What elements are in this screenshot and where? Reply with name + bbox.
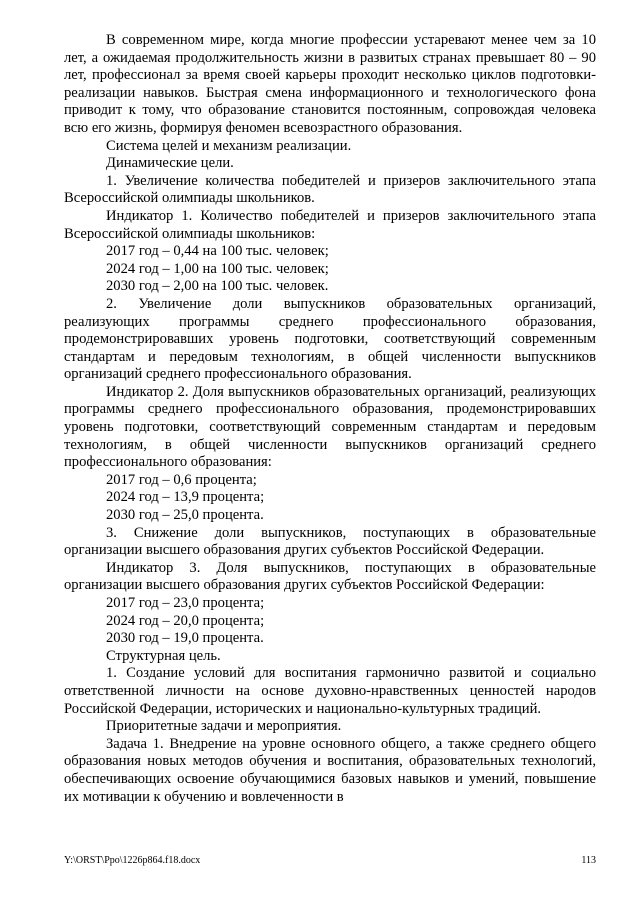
- paragraph: 2030 год – 25,0 процента.: [106, 507, 264, 524]
- paragraph: 2. Увеличение доли выпускников образовательных организаций, реализующих программы среднего профессионального образования, продемонстрировавших уровень подготовки, соответствующий современным стандартам и передовым технологиям, в общей численности выпускников организаций среднего профессионального образования.: [64, 295, 596, 383]
- paragraph: Индикатор 2. Доля выпускников образовательных организаций, реализующих программы среднего профессионального образования, продемонстрировавших уровень подготовки, соответствующий современным стандартам и передовым технологиям, в общей численности выпускников организаций среднего профессионального образования:: [64, 383, 596, 471]
- footer-file-path: Y:\ORST\Ppo\1226p864.f18.docx: [64, 855, 201, 866]
- paragraph: 1. Увеличение количества победителей и призеров заключительного этапа Всероссийской олимпиады школьников.: [64, 172, 596, 207]
- paragraph: 2017 год – 23,0 процента;: [106, 595, 265, 611]
- paragraph: 2024 год – 20,0 процента;: [106, 612, 265, 629]
- paragraph: В современном мире, когда многие профессии устаревают менее чем за 10 лет, а ожидаемая продолжительность жизни в развитых странах превышает 80 – 90 лет, профессионал за время своей карьеры проходит несколько циклов подготовки-реализации навыков. Быстрая смена информационного и технологического фона приводит к тому, что образование становится постоянным, сопровождая человека всю его жизнь, формируя феномен всевозрастного образования.: [64, 32, 596, 136]
- paragraph: Индикатор 3. Доля выпускников, поступающих в образовательные организации высшего образования других субъектов Российской Федерации:: [64, 559, 596, 594]
- paragraph: 2030 год – 19,0 процента.: [106, 630, 264, 647]
- footer-page-number: 113: [581, 855, 596, 866]
- paragraph: 1. Создание условий для воспитания гармонично развитой и социально ответственной личности на основе духовно-нравственных ценностей народов Российской Федерации, исторических и национально-культурных традиций.: [64, 665, 596, 717]
- document-body: [64, 32, 596, 806]
- paragraph: 3. Снижение доли выпускников, поступающих в образовательные организации высшего образования других субъектов Российской Федерации.: [64, 524, 596, 559]
- paragraph: Приоритетные задачи и мероприятия.: [106, 718, 342, 735]
- paragraph: Индикатор 1. Количество победителей и призеров заключительного этапа Всероссийской олимпиады школьников:: [64, 207, 596, 242]
- paragraph: 2024 год – 1,00 на 100 тыс. человек;: [106, 260, 329, 277]
- paragraph: Задача 1. Внедрение на уровне основного общего, а также среднего общего образования новых методов обучения и воспитания, образовательных технологий, обеспечивающих освоение обучающимися базовых навыков и умений, повышение их мотивации к обучению и вовлеченности в: [64, 735, 596, 805]
- paragraph: Система целей и механизм реализации.: [106, 137, 352, 154]
- paragraph: Динамические цели.: [106, 155, 234, 172]
- paragraph: 2024 год – 13,9 процента;: [106, 489, 265, 506]
- paragraph: 2030 год – 2,00 на 100 тыс. человек.: [106, 278, 329, 295]
- page-footer: [64, 855, 596, 867]
- paragraph: 2017 год – 0,6 процента;: [106, 471, 257, 488]
- paragraph: Структурная цель.: [106, 647, 221, 664]
- paragraph: 2017 год – 0,44 на 100 тыс. человек;: [106, 243, 329, 260]
